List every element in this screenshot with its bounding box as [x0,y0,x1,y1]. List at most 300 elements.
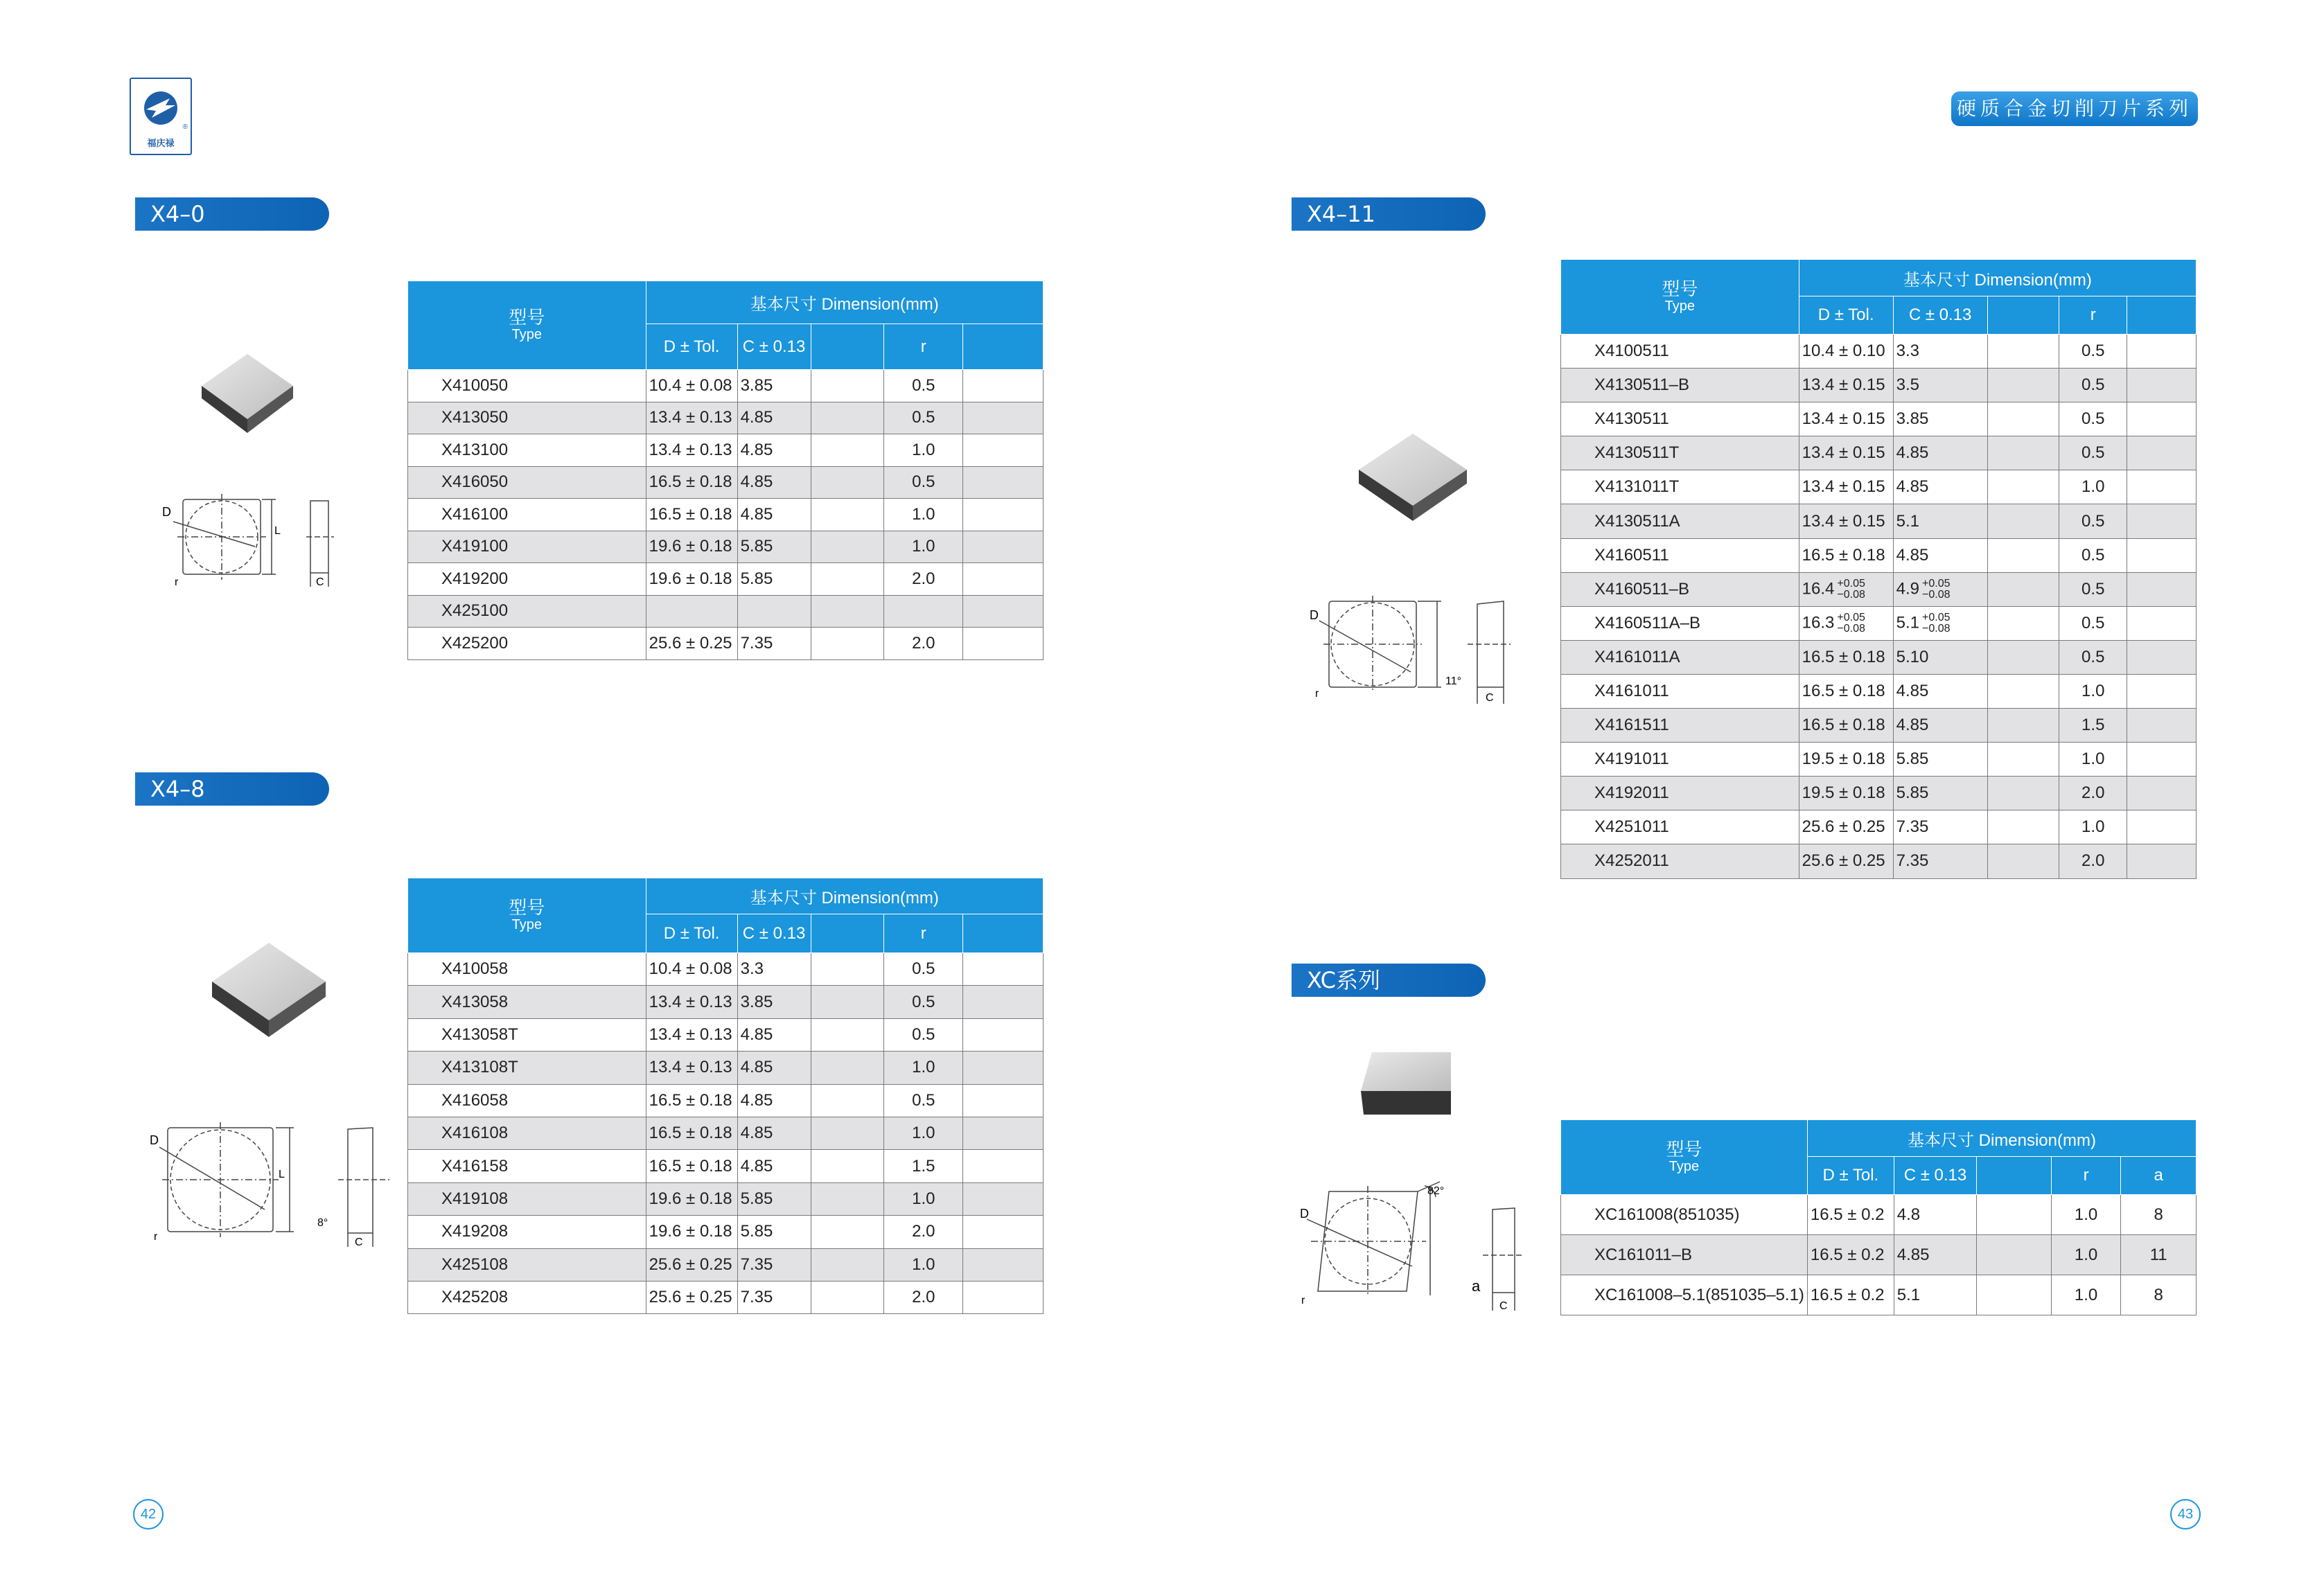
cell-value: 4.85 [1893,436,1987,470]
cell-value: 1.5 [884,1150,963,1182]
cell-value: 5.85 [737,563,811,596]
cell-value [811,1248,884,1281]
cell-value: 1.0 [2051,1275,2121,1315]
cell-value: 3.5 [1893,369,1987,402]
cell-value: 3.3 [1893,335,1987,369]
cell-value: 19.5 ± 0.18 [1799,743,1893,777]
cell-value [811,466,884,499]
cell-value: 7.35 [1893,844,1987,878]
label-d: D [162,505,171,519]
label-r: r [175,576,179,588]
cell-value: 4.85 [737,1052,811,1084]
cell-value [1987,538,2059,572]
label-r: r [1301,1295,1305,1306]
cell-type: X4130511–B [1561,369,1799,402]
drawing-xc [1294,1178,1537,1316]
cell-type: XC161008(851035) [1561,1195,1808,1235]
cell-value [811,1117,884,1149]
cell-value [2127,369,2197,402]
cell-type: X419208 [408,1216,646,1248]
cell-value [811,1216,884,1248]
cell-value: 4.85 [737,1084,811,1117]
table-row [408,434,1044,467]
header-dimension: 基本尺寸 Dimension(mm) [1799,260,2196,296]
cell-value: 16.5 ± 0.18 [646,466,737,499]
label-c: C [1499,1300,1508,1312]
cell-type: XC161008–5.1(851035–5.1) [1561,1275,1808,1315]
cell-value: 10.4 ± 0.08 [646,953,737,986]
table-row [1561,640,2197,674]
cell-type: X425100 [408,595,646,628]
page-number-left: 42 [133,1499,164,1530]
cell-value: 4.85 [737,466,811,499]
cell-value [963,1216,1044,1248]
header-col-c: C ± 0.13 [737,324,811,370]
cell-type: X416158 [408,1150,646,1182]
cell-value: 0.5 [884,986,963,1018]
table-row [1561,402,2197,436]
cell-value: 0.5 [884,370,963,402]
drawing-x48 [147,1122,396,1250]
header-dimension: 基本尺寸 Dimension(mm) [1807,1120,2196,1157]
cell-value [646,595,737,628]
cell-type: X416058 [408,1084,646,1117]
label-a: a [1472,1277,1481,1295]
table-row [1561,674,2197,708]
cell-value: 2.0 [884,628,963,660]
cell-value [963,1281,1044,1313]
cell-value [811,531,884,563]
cell-value [811,370,884,402]
table-row [1561,470,2197,504]
cell-value [2127,844,2197,878]
label-c: C [316,576,324,588]
cell-type: XC161011–B [1561,1235,1808,1275]
cell-value: 4.85 [1893,674,1987,708]
table-row [1561,1235,2197,1275]
cell-value [2127,606,2197,640]
header-col-d: D ± Tol. [1807,1157,1894,1195]
cell-value: 7.35 [737,1281,811,1313]
cell-value [811,1281,884,1313]
cell-value: 0.5 [884,953,963,986]
cell-value [2127,572,2197,606]
label-r: r [154,1231,158,1243]
cell-value [811,1150,884,1182]
cell-value [737,595,811,628]
cell-value: 16.5 ± 0.18 [1799,640,1893,674]
cell-value: 25.6 ± 0.25 [646,628,737,660]
cell-value: 4.85 [737,1150,811,1182]
cell-type: X4192011 [1561,777,1799,810]
cell-value: 3.85 [1893,402,1987,436]
cell-value: 13.4 ± 0.13 [646,402,737,434]
header-col-r: r [884,324,963,370]
header-col-d: D ± Tol. [646,914,737,953]
logo-mark-icon [131,82,191,137]
cell-value [2127,810,2197,844]
cell-value [2127,402,2197,436]
cell-value: 1.0 [884,1117,963,1149]
table-row [408,1248,1044,1281]
cell-value [811,1084,884,1117]
table-row [408,1216,1044,1248]
table-row [1561,709,2197,743]
cell-value: 0.5 [884,1018,963,1051]
cell-value [1987,335,2059,369]
cell-value [1987,470,2059,504]
cell-value [1987,674,2059,708]
cell-value [1987,606,2059,640]
cell-value: 10.4 ± 0.10 [1799,335,1893,369]
cell-type: X4130511 [1561,402,1799,436]
cell-value [2127,640,2197,674]
cell-value: 4.85 [1893,538,1987,572]
cell-value: 3.3 [737,953,811,986]
cell-value: 25.6 ± 0.25 [646,1281,737,1313]
tolerance-stack: +0.05 −0.08 [1837,611,1865,635]
cell-value [1987,436,2059,470]
cell-type: X410058 [408,953,646,986]
cell-value: 19.5 ± 0.18 [1799,777,1893,810]
table-row [408,1084,1044,1117]
cell-value [963,986,1044,1018]
cell-value: 4.85 [737,402,811,434]
cell-value [1987,640,2059,674]
cell-value: 0.5 [2059,436,2127,470]
cell-value: 1.0 [2059,810,2127,844]
cell-value [1977,1275,2052,1315]
table-row [1561,743,2197,777]
section-title-x411: X4–11 [1292,197,1486,231]
cell-value: 13.4 ± 0.15 [1799,470,1893,504]
cell-value [963,1018,1044,1051]
cell-type: X416100 [408,499,646,531]
cell-value: 4.9 +0.05 −0.08 [1893,572,1987,606]
cell-value [2127,436,2197,470]
header-dimension: 基本尺寸 Dimension(mm) [646,878,1043,914]
cell-type: X4161011A [1561,640,1799,674]
cell-value: 4.85 [1894,1235,1976,1275]
cell-value: 1.0 [884,499,963,531]
cell-value: 5.1 [1893,504,1987,538]
header-col-blank [2127,296,2197,335]
cell-value [1977,1235,2052,1275]
cell-value [963,595,1044,628]
header-type: 型号 Type [408,878,646,953]
tolerance-stack: +0.05 −0.08 [1922,611,1951,635]
section-title-x40: X4–0 [135,197,329,231]
cell-value: 1.0 [2051,1235,2121,1275]
cell-value: 0.5 [884,466,963,499]
cell-value: 1.0 [2059,743,2127,777]
cell-value [811,563,884,596]
cell-value: 0.5 [2059,572,2127,606]
cell-type: X419100 [408,531,646,563]
cell-value: 8 [2121,1275,2197,1315]
cell-value: 0.5 [884,1084,963,1117]
cell-value: 16.5 ± 0.2 [1807,1195,1894,1235]
cell-value: 2.0 [2059,844,2127,878]
table-row [1561,1275,2197,1315]
cell-type: X4191011 [1561,743,1799,777]
insert-3d-xc [1359,1049,1456,1126]
cell-value: 4.85 [1893,709,1987,743]
cell-value: 16.5 ± 0.18 [1799,709,1893,743]
cell-value: 8 [2121,1195,2197,1235]
cell-value: 7.35 [737,1248,811,1281]
cell-value: 5.10 [1893,640,1987,674]
series-title: 硬质合金切削刀片系列 [1951,91,2198,126]
drawing-x411 [1307,596,1515,707]
cell-value [963,1150,1044,1182]
cell-type: X4160511A–B [1561,606,1799,640]
cell-value [963,563,1044,596]
label-angle-82: 82° [1427,1185,1445,1197]
cell-value: 11 [2121,1235,2197,1275]
cell-type: X425108 [408,1248,646,1281]
table-row [408,986,1044,1018]
cell-type: X416050 [408,466,646,499]
cell-value: 19.6 ± 0.18 [646,563,737,596]
cell-value [884,595,963,628]
table-row [1561,844,2197,878]
table-row [1561,606,2197,640]
cell-value [963,1052,1044,1084]
cell-value [963,531,1044,563]
table-row [1561,538,2197,572]
cell-value [1987,572,2059,606]
cell-value: 13.4 ± 0.13 [646,1018,737,1051]
cell-value: 25.6 ± 0.25 [646,1248,737,1281]
cell-value: 0.5 [2059,504,2127,538]
cell-value: 13.4 ± 0.13 [646,434,737,467]
cell-value: 0.5 [2059,538,2127,572]
section-title-x48: X4–8 [135,772,329,806]
label-l: L [274,525,281,537]
cell-value: 10.4 ± 0.08 [646,370,737,402]
table-row [408,1018,1044,1051]
cell-value: 13.4 ± 0.15 [1799,504,1893,538]
cell-value: 1.0 [2059,674,2127,708]
tolerance-stack: +0.05 −0.08 [1837,577,1865,601]
cell-value [811,595,884,628]
cell-value [963,402,1044,434]
cell-value: 7.35 [1893,810,1987,844]
cell-value [2127,504,2197,538]
cell-value: 0.5 [2059,640,2127,674]
cell-value [811,953,884,986]
cell-value: 16.5 ± 0.18 [646,1150,737,1182]
cell-value [963,1248,1044,1281]
cell-value [1987,709,2059,743]
cell-value: 16.5 ± 0.18 [646,1117,737,1149]
table-row [408,1052,1044,1084]
cell-type: X4251011 [1561,810,1799,844]
table-row [408,595,1044,628]
cell-value [811,499,884,531]
cell-value [2127,777,2197,810]
cell-value: 0.5 [2059,369,2127,402]
cell-value: 16.5 ± 0.2 [1807,1275,1894,1315]
drawing-x40 [158,488,338,589]
section-title-xc: XC系列 [1292,964,1486,997]
table-row [408,370,1044,402]
header-col-blank [1987,296,2059,335]
cell-type: X4130511A [1561,504,1799,538]
cell-value [811,1018,884,1051]
cell-value: 16.5 ± 0.18 [646,499,737,531]
cell-type: X4100511 [1561,335,1799,369]
cell-value [963,953,1044,986]
cell-value: 5.85 [737,1182,811,1215]
table-xc [1560,1119,2197,1315]
tolerance-stack: +0.05 −0.08 [1922,577,1951,601]
header-col-r: r [884,914,963,953]
cell-value [2127,709,2197,743]
insert-3d-x48 [208,939,333,1043]
cell-value [2127,335,2197,369]
header-col-blank [811,324,884,370]
label-angle-11: 11° [1445,675,1462,687]
label-angle-8: 8° [317,1217,328,1229]
cell-value: 2.0 [2059,777,2127,810]
cell-value [811,986,884,1018]
cell-value [811,1052,884,1084]
cell-value: 25.6 ± 0.25 [1799,810,1893,844]
insert-3d-x40 [197,350,301,440]
cell-value: 5.85 [1893,743,1987,777]
cell-type: X410050 [408,370,646,402]
cell-value [1987,743,2059,777]
header-col-d: D ± Tol. [1799,296,1893,335]
cell-value: 16.5 ± 0.18 [1799,538,1893,572]
table-row [1561,810,2197,844]
cell-type: X413108T [408,1052,646,1084]
cell-value: 1.0 [2051,1195,2121,1235]
table-x411 [1560,259,2197,879]
cell-value [2127,470,2197,504]
cell-type: X413050 [408,402,646,434]
table-row [408,402,1044,434]
cell-value: 16.5 ± 0.18 [646,1084,737,1117]
header-type: 型号 Type [1561,1120,1808,1195]
cell-value: 5.1 +0.05 −0.08 [1893,606,1987,640]
cell-value [1987,504,2059,538]
cell-value [963,1084,1044,1117]
cell-value: 13.4 ± 0.13 [646,986,737,1018]
cell-value: 13.4 ± 0.15 [1799,436,1893,470]
cell-type: X419108 [408,1182,646,1215]
cell-value [811,1182,884,1215]
cell-value: 1.0 [884,531,963,563]
header-col-c: C ± 0.13 [1894,1157,1976,1195]
cell-value [963,1182,1044,1215]
table-row [408,628,1044,660]
cell-value: 13.4 ± 0.15 [1799,369,1893,402]
cell-value: 3.85 [737,986,811,1018]
table-row [408,531,1044,563]
table-row [408,1150,1044,1182]
cell-value [963,434,1044,467]
cell-value: 2.0 [884,563,963,596]
cell-value: 7.35 [737,628,811,660]
cell-value [963,628,1044,660]
table-row [1561,335,2197,369]
cell-type: X4161011 [1561,674,1799,708]
cell-value: 16.5 ± 0.2 [1807,1235,1894,1275]
cell-value: 4.85 [737,1117,811,1149]
cell-value: 1.5 [2059,709,2127,743]
cell-type: X4160511–B [1561,572,1799,606]
cell-value: 0.5 [2059,606,2127,640]
cell-value: 0.5 [884,402,963,434]
header-dimension: 基本尺寸 Dimension(mm) [646,281,1043,324]
page-number-right: 43 [2170,1499,2201,1530]
table-x48 [407,878,1044,1314]
logo-text: 福庆禄 [147,138,175,148]
cell-type: X413058 [408,986,646,1018]
cell-value: 0.5 [2059,402,2127,436]
cell-value [1987,369,2059,402]
cell-value: 5.85 [1893,777,1987,810]
cell-type: X4130511T [1561,436,1799,470]
label-c: C [1486,692,1494,704]
table-row [408,1117,1044,1149]
cell-value: 4.85 [737,499,811,531]
cell-value: 16.5 ± 0.18 [1799,674,1893,708]
cell-value: 1.0 [2059,470,2127,504]
cell-value [1987,844,2059,878]
cell-value: 16.3 +0.05 −0.08 [1799,606,1893,640]
cell-value [1987,402,2059,436]
cell-value: 2.0 [884,1281,963,1313]
cell-value [1977,1195,2052,1235]
label-d: D [1310,608,1319,622]
cell-value: 3.85 [737,370,811,402]
cell-type: X4161511 [1561,709,1799,743]
cell-value [811,628,884,660]
cell-value: 25.6 ± 0.25 [1799,844,1893,878]
table-row [1561,436,2197,470]
header-col-a: a [2121,1157,2197,1195]
cell-value [1987,810,2059,844]
cell-type: X425208 [408,1281,646,1313]
cell-value: 4.85 [1893,470,1987,504]
header-col-c: C ± 0.13 [1893,296,1987,335]
insert-3d-x411 [1355,429,1472,526]
cell-value [2127,743,2197,777]
cell-value [963,1117,1044,1149]
cell-value: 19.6 ± 0.18 [646,1182,737,1215]
header-col-blank [1977,1157,2052,1195]
table-row [408,953,1044,986]
cell-value: 19.6 ± 0.18 [646,531,737,563]
cell-value: 4.85 [737,434,811,467]
cell-value: 1.0 [884,1248,963,1281]
cell-value: 4.8 [1894,1195,1976,1235]
header-type: 型号 Type [408,281,646,370]
cell-value: 4.85 [737,1018,811,1051]
cell-value: 1.0 [884,1052,963,1084]
table-row [1561,572,2197,606]
cell-type: X4252011 [1561,844,1799,878]
cell-value [963,466,1044,499]
header-col-r: r [2059,296,2127,335]
cell-value: 0.5 [2059,335,2127,369]
table-row [1561,504,2197,538]
table-row [1561,777,2197,810]
